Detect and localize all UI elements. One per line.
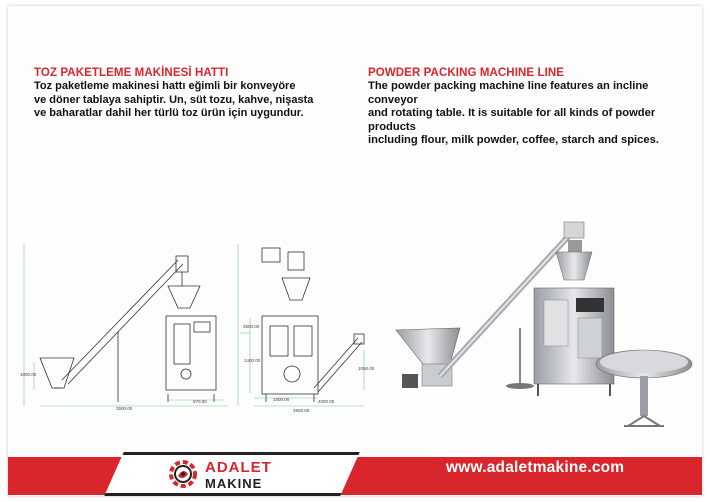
- website-link[interactable]: www.adaletmakine.com: [446, 459, 625, 476]
- english-line: including flour, milk powder, coffee, starch and spices.: [368, 134, 659, 146]
- english-body: [368, 80, 688, 148]
- conveyor-stand: [506, 328, 534, 389]
- english-description: [368, 66, 688, 148]
- dimension-label: 4000.00: [318, 399, 335, 404]
- dimension-label: 1400.00: [244, 358, 261, 363]
- feed-hopper: [396, 328, 460, 388]
- dimension-label: 1050.00: [358, 366, 375, 371]
- dimension-label: 3500.00: [116, 406, 133, 411]
- brand-name-bottom: MAKINE: [205, 476, 263, 491]
- machine-side-view: [40, 256, 216, 402]
- english-line: conveyor: [368, 93, 418, 106]
- turkish-line: ve döner tablaya sahiptir. Un, süt tozu, kahve, nişasta: [34, 93, 314, 106]
- machine-front-view: [262, 248, 364, 402]
- turkish-description: [34, 66, 354, 121]
- dimension-label: 2500.00: [293, 408, 310, 413]
- english-title: POWDER PACKING MACHINE LINE: [368, 67, 565, 79]
- turkish-body: [34, 80, 354, 121]
- english-line: products: [368, 120, 416, 133]
- brand-name-top: ADALET: [205, 459, 272, 476]
- turkish-line: Toz paketleme makinesi hattı eğimli bir konveyöre: [34, 80, 296, 92]
- english-line: The powder packing machine line features an incline: [368, 80, 649, 92]
- turkish-line: ve baharatlar dahil her türlü toz ürün için uygundur.: [34, 107, 304, 119]
- technical-drawing: [18, 238, 380, 416]
- dimension-label: 1800.00: [273, 397, 290, 402]
- machine-photo: [388, 218, 698, 440]
- turkish-title: TOZ PAKETLEME MAKİNESİ HATTI: [34, 67, 229, 79]
- dimension-label: 1000.00: [20, 372, 37, 377]
- dimension-label: 3500.00: [243, 324, 260, 329]
- english-line: and rotating table. It is suitable for all kinds of powder: [368, 107, 656, 119]
- dimension-label: 970.00: [193, 399, 207, 404]
- gear-logo-icon: [164, 455, 202, 493]
